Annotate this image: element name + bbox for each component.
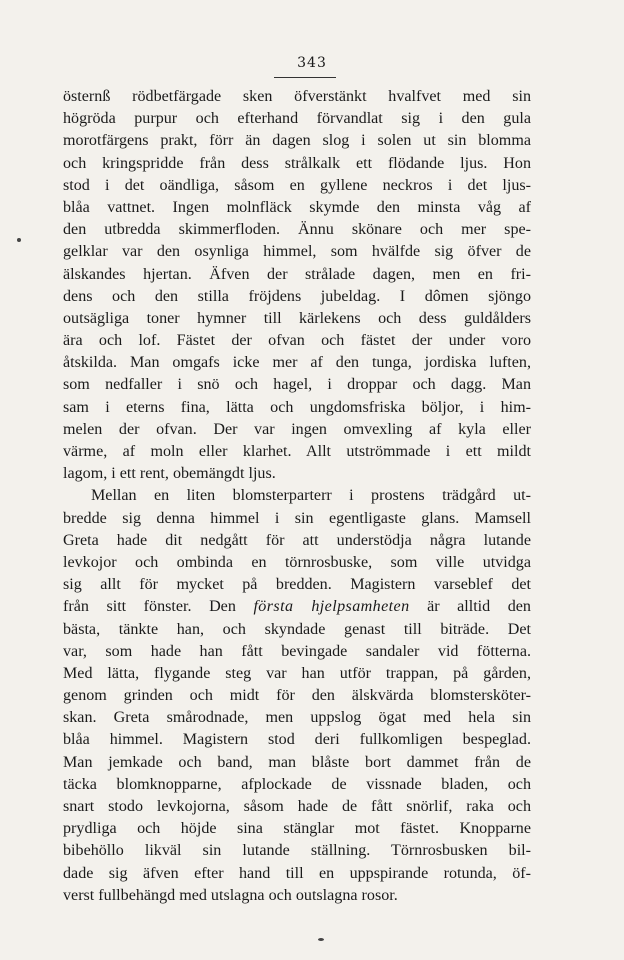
text-line: verst fullbehängd med utslagna och outslagna rosor. [63,886,398,904]
text-line: outsägliga toner hymner till kärlekens och dess guldålders [63,309,531,327]
text-line: bredde sig denna himmel i sin egentligaste glans. Mamsell [63,509,531,527]
text-line: bibehöllo likväl sin lutande ställning. Törnrosbusken bil- [63,842,531,860]
text-line: ära och lof. Fästet der ofvan och fästet der under voro [63,332,531,350]
text-line: prydliga och höjde sina stänglar mot fästet. Knopparne [63,820,531,838]
text-line: och kringspridde från dess strålkalk ett flödande ljus. Hon [63,154,531,172]
text-line: Mellan en liten blomsterparterr i prostens trädgård ut- [91,487,531,505]
text-line: gelklar var den osynliga himmel, som hvälfde sig öfver de [63,243,531,261]
paragraph-2 [63,485,531,907]
text-fragment: från sitt fönster. Den [63,598,254,616]
paragraph-1 [63,86,531,485]
page-number: 343 [297,55,327,71]
text-line: genom grinden och midt för den älskvärda blomstersköter- [63,687,531,705]
text-line: täcka blomknopparne, afplockade de vissnade bladen, och [63,775,531,793]
text-line: älskandes hjertan. Äfven der strålade dagen, men en fri- [63,265,531,283]
bottom-speck [318,938,324,941]
text-line: åtskilda. Man omgafs icke mer af den tunga, jordiska luften, [63,354,531,372]
emphasized-phrase: första hjelpsamheten [253,598,410,616]
text-line: högröda purpur och efterhand förvandlat sig i den gula [63,110,531,128]
body-text [63,86,531,907]
text-line: var, som hade han fått bevingade sandaler vid fötterna. [63,642,531,660]
text-line-with-emphasis [63,596,531,618]
text-line: östernß rödbetfärgade sken öfverstänkt hvalfvet med sin [63,88,531,105]
text-line: stod i det oändliga, såsom en gyllene neckros i det ljus- [63,176,531,194]
text-line: blåa vattnet. Ingen molnfläck skymde den minsta våg af [63,198,531,216]
text-line: levkojor och ombinda en törnrosbuske, som ville utvidga [63,553,531,571]
text-line: dens och den stilla fröjdens jubeldag. I dômen sjöngo [63,287,531,305]
text-line: blåa himmel. Magistern stod deri fullkomligen bespeglad. [63,731,531,749]
text-line: skan. Greta smårodnade, men uppslog ögat med hela sin [63,709,531,727]
text-line: dade sig äfven efter hand till en uppspirande rotunda, öf- [63,864,531,882]
text-fragment: är alltid den [409,598,531,616]
text-line: morotfärgens prakt, förr än dagen slog i solen ut sin blomma [63,132,531,150]
text-line: snart stodo levkojorna, såsom hade de fått snörlif, raka och [63,798,531,815]
text-line: melen der ofvan. Der var ingen omvexling af kyla eller [63,420,531,438]
text-line: Man jemkade och band, man blåste bort dammet från de [63,753,531,771]
text-line: som nedfaller i snö och hagel, i droppar och dagg. Man [63,376,531,394]
text-line: Med lätta, flygande steg var han utför trappan, på gården, [63,664,531,682]
text-line: värme, af moln eller klarhet. Allt utströmmade i ett mildt [63,443,531,460]
text-line: Greta hade dit nedgått för att understödja några lutande [63,531,531,549]
text-line: den utbredda skimmerfloden. Ännu skönare och mer spe- [63,221,531,239]
text-line: bästa, tänkte han, och skyndade genast till biträde. Det [63,620,531,638]
margin-speck [17,238,21,242]
text-line: sam i eterns fina, lätta och ungdomsfriska böljor, i him- [63,398,531,416]
text-line: sig allt för mycket på bredden. Magistern varseblef det [63,576,531,594]
header-rule [274,77,336,78]
text-line: lagom, i ett rent, obemängdt ljus. [63,465,276,483]
